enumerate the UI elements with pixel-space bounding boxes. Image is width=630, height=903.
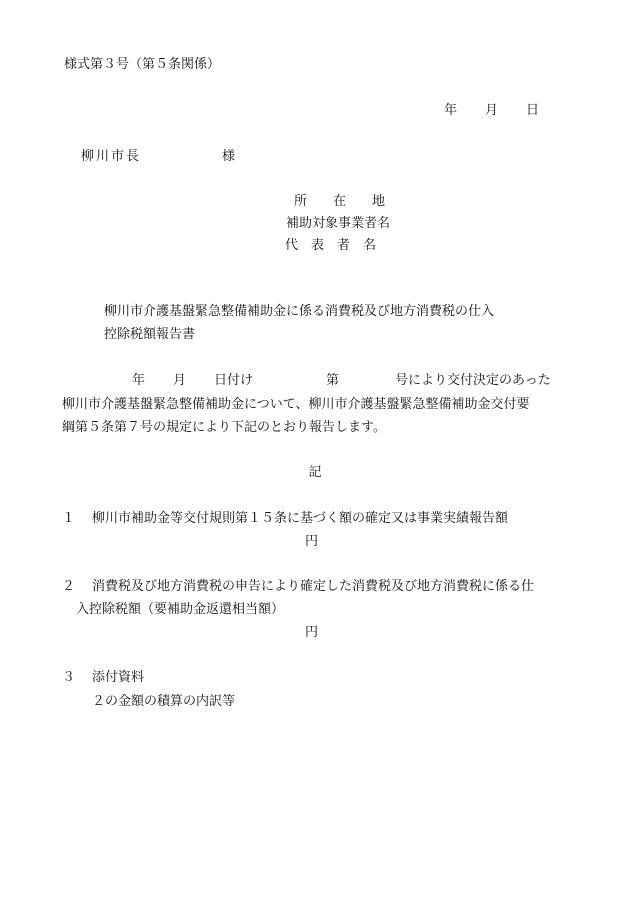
item-2-number: ２ bbox=[62, 579, 76, 594]
business-name-label: 補助対象事業者名 bbox=[286, 216, 391, 231]
item-1-unit: 円 bbox=[305, 534, 319, 549]
addressee-honorific: 様 bbox=[222, 149, 236, 164]
body-dai: 第 bbox=[326, 373, 340, 388]
item-1-text: 柳川市補助金等交付規則第１５条に基づく額の確定又は事業実績報告額 bbox=[92, 511, 509, 526]
item-2-text-line-2: 入控除税額（要補助金返還相当額） bbox=[76, 602, 285, 617]
form-number: 様式第３号（第５条関係） bbox=[64, 57, 221, 72]
body-line-2: 柳川市介護基盤緊急整備補助金について、柳川市介護基盤緊急整備補助金交付要 bbox=[62, 397, 530, 412]
address-label: 所 在 地 bbox=[294, 194, 386, 209]
date-year: 年 bbox=[444, 103, 458, 118]
item-2-unit: 円 bbox=[305, 625, 319, 640]
title-line-1: 柳川市介護基盤緊急整備補助金に係る消費税及び地方消費税の仕入 bbox=[104, 304, 495, 319]
item-3-subtext: ２の金額の積算の内訳等 bbox=[92, 694, 236, 709]
item-2-text-line-1: 消費税及び地方消費税の申告により確定した消費税及び地方消費税に係る仕 bbox=[92, 579, 535, 594]
body-month: 月 bbox=[173, 373, 187, 388]
body-line1-tail: 号により交付決定のあった bbox=[395, 373, 551, 388]
date-month: 月 bbox=[485, 103, 499, 118]
representative-label: 代 表 者 名 bbox=[285, 238, 377, 253]
title-line-2: 控除税額報告書 bbox=[104, 327, 196, 342]
body-line-3: 綱第５条第７号の規定により下記のとおり報告します。 bbox=[62, 420, 386, 435]
ki-heading: 記 bbox=[308, 465, 322, 480]
item-3-text: 添付資料 bbox=[92, 670, 145, 685]
addressee-name: 柳川市長 bbox=[81, 149, 142, 164]
item-1-number: １ bbox=[62, 511, 76, 526]
body-year: 年 bbox=[132, 373, 146, 388]
item-3-number: ３ bbox=[62, 670, 76, 685]
body-dated: 日付け bbox=[214, 373, 254, 388]
date-day: 日 bbox=[526, 103, 540, 118]
